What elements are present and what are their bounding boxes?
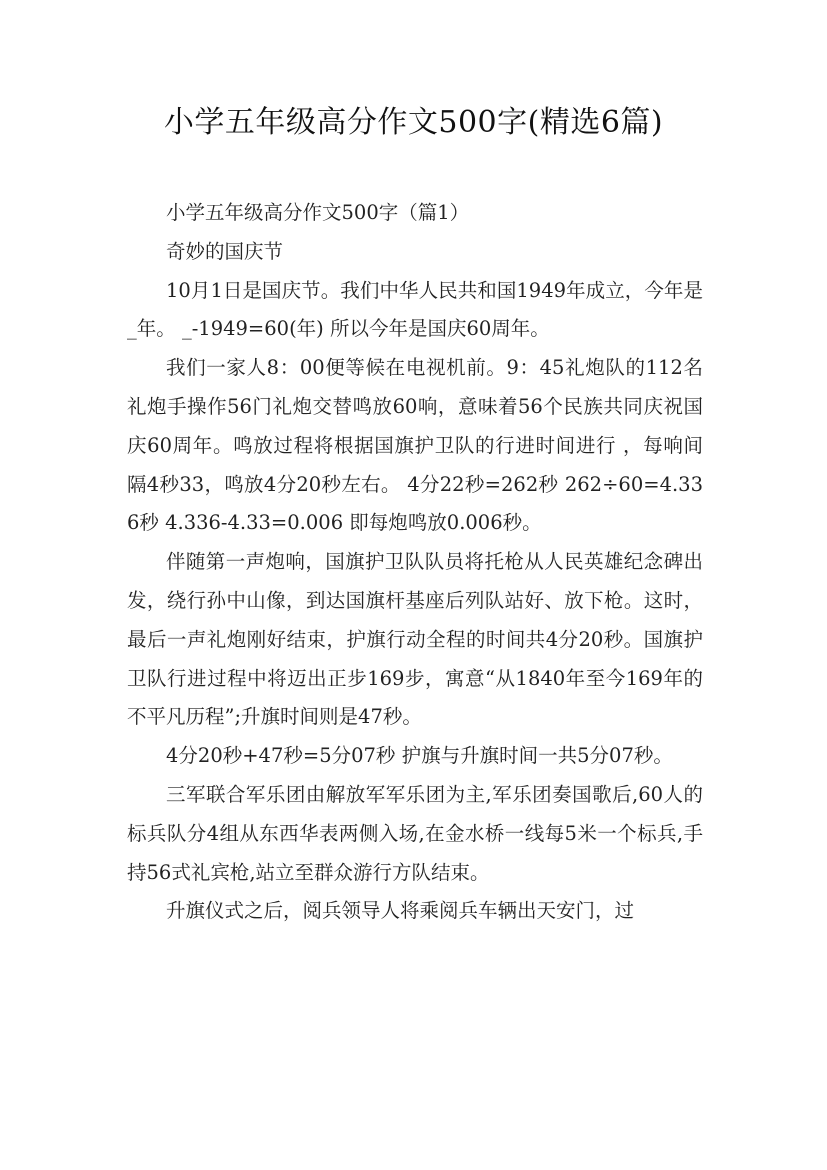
paragraph: 伴随第一声炮响，国旗护卫队队员将托枪从人民英雄纪念碑出发，绕行孙中山像，到达国旗杆基座后列队站好、放下枪。这时，最后一声礼炮刚好结束，护旗行动全程的时间共4分20秒。国旗护卫队行进过程中将迈出正步169步，寓意“从1840年至今169年的不平凡历程”;升旗时间则是47秒。 xyxy=(127,550,703,729)
paragraph: 升旗仪式之后，阅兵领导人将乘阅兵车辆出天安门，过 xyxy=(166,899,635,923)
essay-title: 奇妙的国庆节 xyxy=(166,239,284,263)
paragraph: 三军联合军乐团由解放军军乐团为主,军乐团奏国歌后,60人的标兵队分4组从东西华表两侧入场,在金水桥一线每5米一个标兵,手持56式礼宾枪,站立至群众游行方队结束。 xyxy=(127,782,703,884)
paragraph: 我们一家人8：00便等候在电视机前。9：45礼炮队的112名礼炮手操作56门礼炮交替鸣放60响，意味着56个民族共同庆祝国庆60周年。鸣放过程将根据国旗护卫队的行进时间进行 ，每响间隔4秒33，鸣放4分20秒左右。 4分22秒=262秒 262÷60=4.336秒 4.336-4.33=0.006 即每炮鸣放0.006秒。 xyxy=(127,356,703,535)
essay-heading: 小学五年级高分作文500字（篇1） xyxy=(166,201,470,224)
document-body xyxy=(127,194,703,931)
paragraph: 4分20秒+47秒=5分07秒 护旗与升旗时间一共5分07秒。 xyxy=(166,744,673,768)
document-title: 小学五年级高分作文500字(精选6篇) xyxy=(163,105,664,140)
paragraph: 10月1日是国庆节。我们中华人民共和国1949年成立，今年是_年。 _-1949=60(年) 所以今年是国庆60周年。 xyxy=(127,278,703,341)
